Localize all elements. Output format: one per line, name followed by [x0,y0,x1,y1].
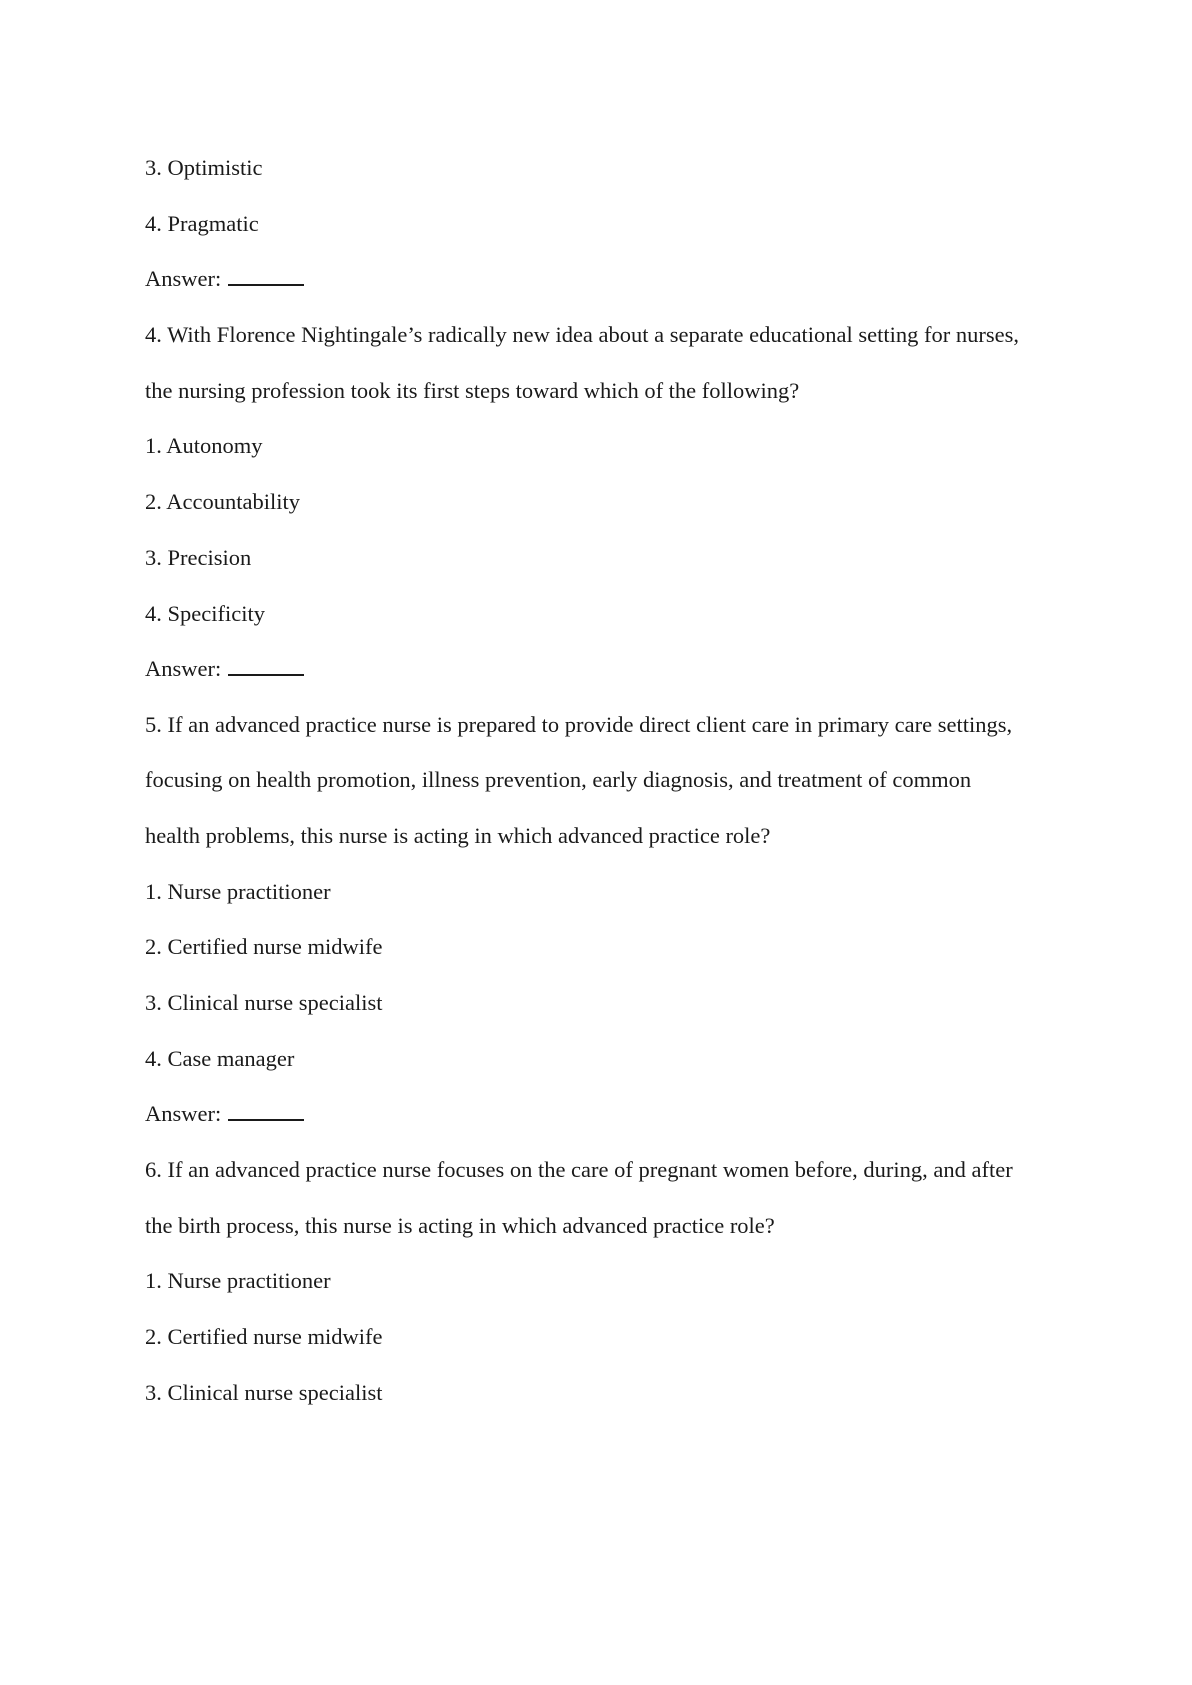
option-3-clinical-nurse-specialist: 3. Clinical nurse specialist [145,990,383,1015]
option-2-accountability: 2. Accountability [145,489,300,514]
option-3-precision: 3. Precision [145,545,252,570]
answer-blank [228,266,304,286]
answer-blank [228,1101,304,1121]
option-4-specificity: 4. Specificity [145,601,265,626]
question-6-text-line-2: the birth process, this nurse is acting in which advanced practice role? [145,1213,775,1238]
option-4-case-manager: 4. Case manager [145,1046,295,1071]
answer-line-q5 [145,1100,304,1128]
answer-label: Answer: [145,656,222,681]
option-2-certified-nurse-midwife: 2. Certified nurse midwife [145,1324,383,1349]
question-5-text-line-3: health problems, this nurse is acting in which advanced practice role? [145,823,771,848]
option-3-clinical-nurse-specialist: 3. Clinical nurse specialist [145,1380,383,1405]
question-4-text-line-2: the nursing profession took its first steps toward which of the following? [145,378,800,403]
question-4-text-line-1: 4. With Florence Nightingale’s radically new idea about a separate educational setting for nurses, [145,322,1020,347]
question-6-text-line-1: 6. If an advanced practice nurse focuses on the care of pregnant women before, during, and after [145,1157,1013,1182]
answer-label: Answer: [145,1101,222,1126]
question-5-text-line-1: 5. If an advanced practice nurse is prepared to provide direct client care in primary care settings, [145,712,1013,737]
option-1-nurse-practitioner: 1. Nurse practitioner [145,1268,331,1293]
answer-blank [228,656,304,676]
option-3-optimistic: 3. Optimistic [145,155,263,180]
answer-line-q3 [145,265,304,293]
answer-label: Answer: [145,266,222,291]
answer-line-q4 [145,655,304,683]
option-4-pragmatic: 4. Pragmatic [145,211,259,236]
option-2-certified-nurse-midwife: 2. Certified nurse midwife [145,934,383,959]
option-1-nurse-practitioner: 1. Nurse practitioner [145,879,331,904]
option-1-autonomy: 1. Autonomy [145,433,263,458]
question-5-text-line-2: focusing on health promotion, illness prevention, early diagnosis, and treatment of common [145,767,972,792]
